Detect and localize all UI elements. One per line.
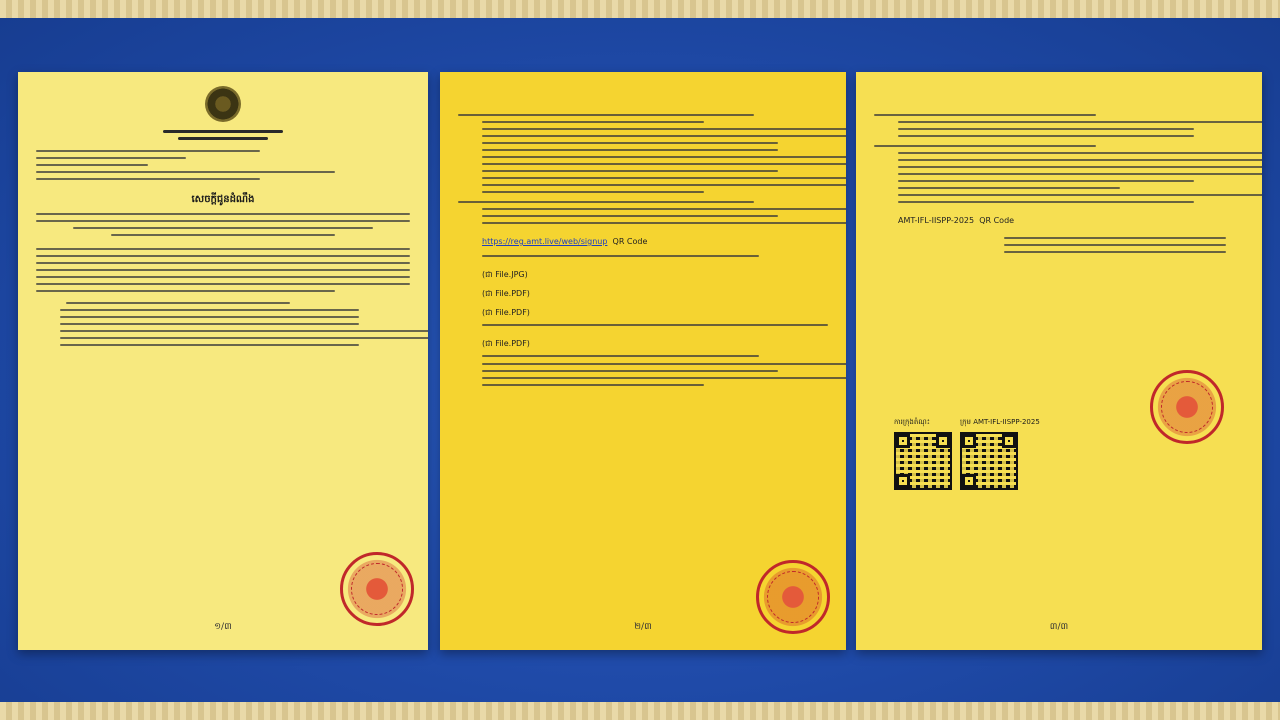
program-code-row	[898, 208, 1244, 227]
page-number: ៣/៣	[1049, 622, 1069, 632]
official-seal-icon	[1150, 370, 1224, 444]
subject-block	[36, 213, 410, 236]
registration-qr-code-icon[interactable]	[894, 432, 952, 490]
qr-label-left: ការក្រុងតំណុះ	[894, 418, 930, 426]
criteria-list	[36, 302, 410, 346]
file-pdf-label-1: (ជា File.PDF)	[482, 289, 530, 298]
royal-emblem-icon	[205, 86, 241, 122]
section-4-block	[874, 114, 1244, 137]
file-pdf-label-2: (ជា File.PDF)	[482, 308, 530, 317]
body-paragraph	[36, 248, 410, 292]
registration-link-row	[482, 229, 828, 250]
kingdom-heading	[163, 130, 283, 133]
sender-block	[36, 150, 410, 180]
closing-block	[458, 363, 828, 386]
qr-code-mention: QR Code	[979, 216, 1015, 225]
registration-url-link[interactable]: https://reg.amt.live/web/signup	[482, 237, 608, 246]
program-code: AMT-IFL-IISPP-2025	[898, 216, 975, 225]
section-5-block	[874, 145, 1244, 203]
motto-heading	[178, 137, 268, 140]
signature-date-block	[874, 237, 1244, 253]
section-2-block	[458, 114, 828, 193]
document-page-1	[18, 72, 428, 650]
file-jpg-label: (ជា File.JPG)	[482, 270, 528, 279]
qr-code-mention: QR Code	[612, 237, 648, 246]
page-number: ២/៣	[634, 622, 652, 632]
bottom-decorative-border	[0, 702, 1280, 720]
official-seal-icon	[340, 552, 414, 626]
page-number: ១/៣	[214, 622, 232, 632]
file-pdf-label-3: (ជា File.PDF)	[482, 339, 530, 348]
group-qr-code-icon[interactable]	[960, 432, 1018, 490]
section-3-block	[458, 201, 828, 224]
document-page-3	[856, 72, 1262, 650]
top-decorative-border	[0, 0, 1280, 18]
document-page-2	[440, 72, 846, 650]
qr-label-right: ក្រុម AMT-IFL-IISPP-2025	[960, 418, 1040, 426]
document-title: សេចក្តីជូនដំណឹង	[191, 194, 255, 205]
documents-list	[482, 255, 828, 357]
